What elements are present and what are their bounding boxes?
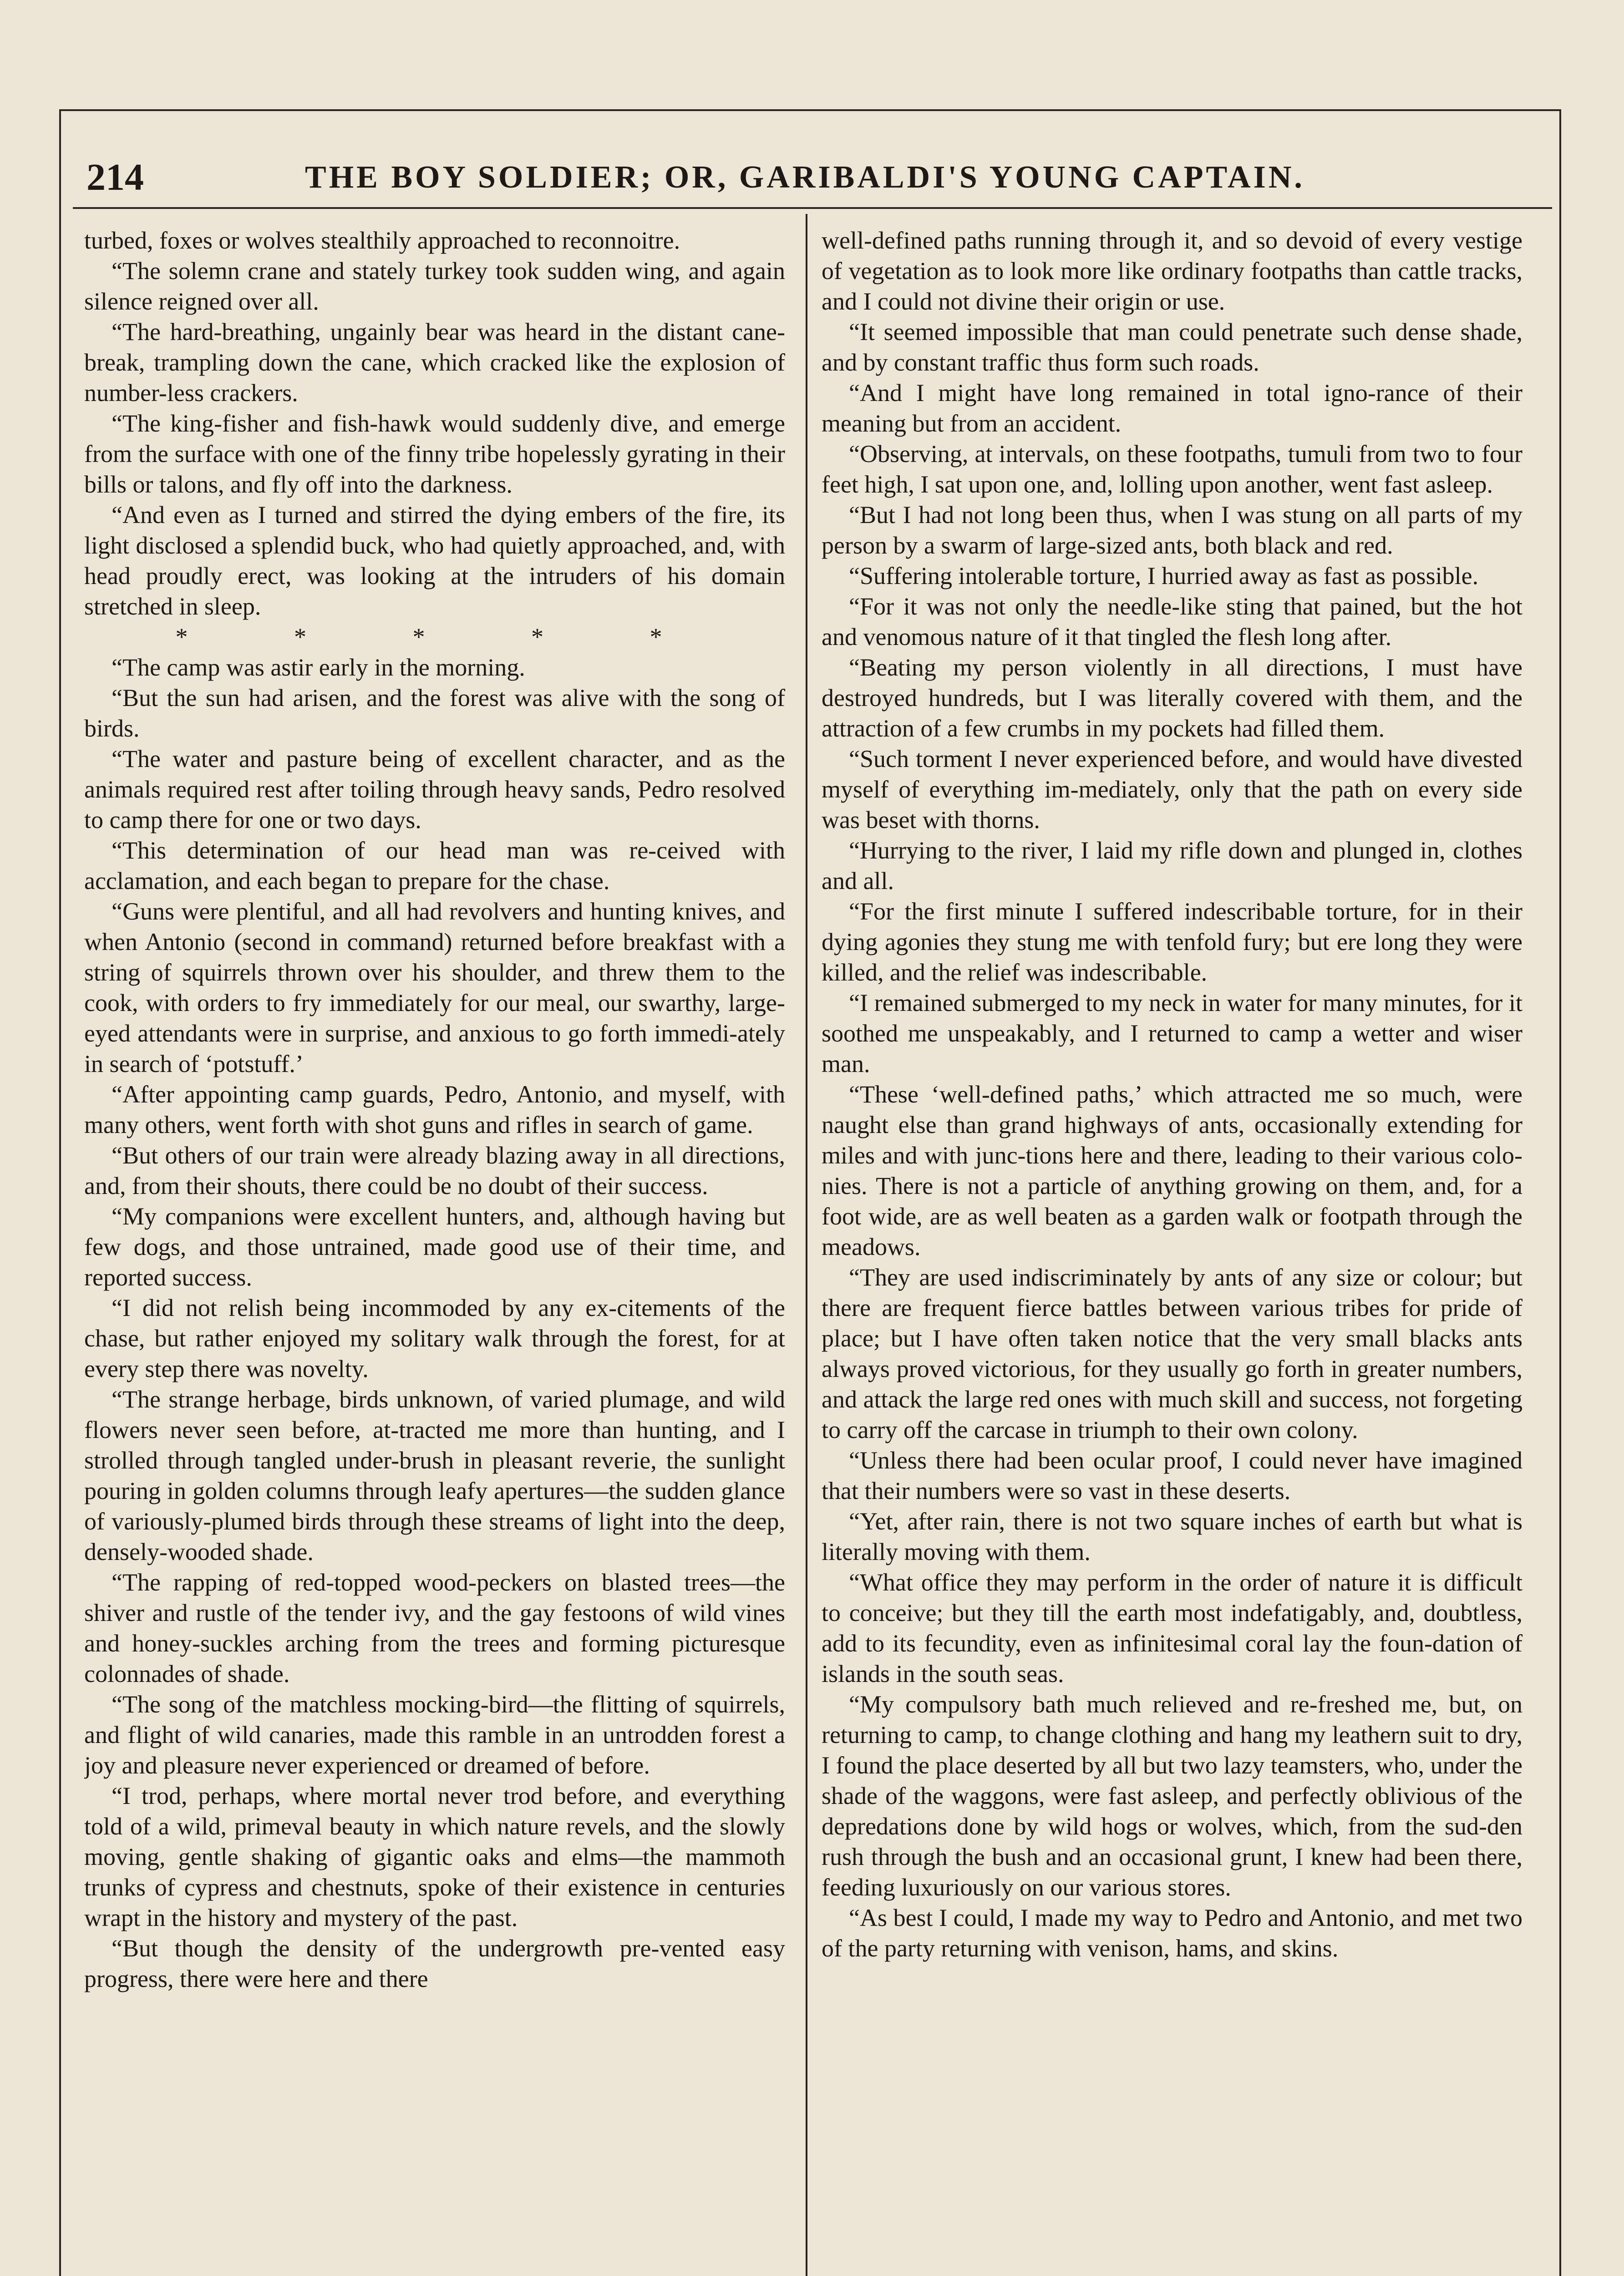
paragraph: “What office they may perform in the order of nature it is difficult to conceive; but they till the earth most indefatigably, and, doubtless, add to its fecundity, even as infinitesimal coral lay the foun-dation of islands in the south seas. xyxy=(822,1569,1522,1687)
column-divider xyxy=(806,214,807,2276)
paragraph: “It seemed impossible that man could penetrate such dense shade, and by constant traffic thus form such roads. xyxy=(822,318,1522,376)
paragraph: “And even as I turned and stirred the dying embers of the fire, its light disclosed a splendid buck, who had quietly approached, and, with head proudly erect, was looking at the intruders of his domain stretched in sleep. xyxy=(84,501,785,620)
paragraph: “The rapping of red-topped wood-peckers on blasted trees—the shiver and rustle of the tender ivy, and the gay festoons of wild vines and honey-suckles arching from the trees and forming picturesque colonnades of shade. xyxy=(84,1569,785,1687)
paragraph: “The king-fisher and fish-hawk would suddenly dive, and emerge from the surface with one of the finny tribe hopelessly gyrating in their bills or talons, and fly off into the darkness. xyxy=(84,410,785,498)
paragraph: “Such torment I never experienced before, and would have divested myself of everything im-mediately, only that the path on every side was beset with thorns. xyxy=(822,745,1522,833)
paragraph: “Suffering intolerable torture, I hurried away as fast as possible. xyxy=(849,562,1479,589)
paragraph: “Guns were plentiful, and all had revolvers and hunting knives, and when Antonio (second in command) returned before breakfast with a string of squirrels thrown over his shoulder, and threw them to the cook, with orders to fry immediately for our meal, our swarthy, large-eyed attendants were in surprise, and anxious to go forth immedi-ately in search of ‘potstuff.’ xyxy=(84,898,785,1077)
paragraph: “The strange herbage, birds unknown, of varied plumage, and wild flowers never seen before, at-tracted me more than hunting, and I strolled through tangled under-brush in pleasant reverie, the sunlight pouring in golden columns through leafy apertures—the sudden glance of variously-plumed birds through these streams of light into the deep, densely-wooded shade. xyxy=(84,1386,785,1565)
paragraph: “But I had not long been thus, when I was stung on all parts of my person by a swarm of large-sized ants, both black and red. xyxy=(822,501,1522,559)
paragraph: “The solemn crane and stately turkey took sudden wing, and again silence reigned over all. xyxy=(84,257,785,315)
paragraph: “They are used indiscriminately by ants of any size or colour; but there are frequent fierce battles between various tribes for pride of place; but I have often taken notice that the very small blacks ants always proved victorious, for they usually go forth in greater numbers, and attack the large red ones with much skill and success, not forgeting to carry off the carcase in triumph to their own colony. xyxy=(822,1264,1522,1443)
page-header xyxy=(86,150,1543,205)
paragraph: “These ‘well-defined paths,’ which attracted me so much, were naught else than grand highways of ants, occasionally extending for miles and with junc-tions here and there, leading to their various colo-nies. There is not a particle of anything growing on them, and, for a foot wide, are as well beaten as a garden walk or footpath through the meadows. xyxy=(822,1081,1522,1260)
paragraph: “Yet, after rain, there is not two square inches of earth but what is literally moving with them. xyxy=(822,1508,1522,1565)
paragraph: “I trod, perhaps, where mortal never trod before, and everything told of a wild, primeval beauty in which nature revels, and the slowly moving, gentle shaking of gigantic oaks and elms—the mammoth trunks of cypress and chestnuts, spoke of their existence in centuries wrapt in the history and mystery of the past. xyxy=(84,1782,785,1931)
paragraph: “I remained submerged to my neck in water for many minutes, for it soothed me unspeakably, and I returned to camp a wetter and wiser man. xyxy=(822,989,1522,1077)
running-title: THE BOY SOLDIER; OR, GARIBALDI'S YOUNG CAPTAIN. xyxy=(305,160,1305,195)
paragraph: “And I might have long remained in total igno-rance of their meaning but from an accident. xyxy=(822,379,1522,437)
paragraph: “As best I could, I made my way to Pedro and Antonio, and met two of the party returning with venison, hams, and skins. xyxy=(822,1904,1522,1962)
header-rule xyxy=(73,207,1552,209)
paragraph: turbed, foxes or wolves stealthily approached to reconnoitre. xyxy=(84,227,680,254)
paragraph: “My compulsory bath much relieved and re-freshed me, but, on returning to camp, to change clothing and hang my leathern suit to dry, I found the place deserted by all but two lazy teamsters, who, under the shade of the waggons, were fast asleep, and perfectly oblivious of the depredations done by wild hogs or wolves, which, from the sud-den rush through the bush and an occasional grunt, I knew had been there, feeding luxuriously on our various stores. xyxy=(822,1691,1522,1901)
paragraph: “Observing, at intervals, on these footpaths, tumuli from two to four feet high, I sat upon one, and, lolling upon another, went fast asleep. xyxy=(822,440,1522,498)
paragraph: “For it was not only the needle-like sting that pained, but the hot and venomous nature of it that tingled the flesh long after. xyxy=(822,593,1522,650)
paragraph: “But others of our train were already blazing away in all directions, and, from their shouts, there could be no doubt of their success. xyxy=(84,1142,785,1199)
paragraph: “Unless there had been ocular proof, I could never have imagined that their numbers were so vast in these deserts. xyxy=(822,1447,1522,1504)
paragraph: “But the sun had arisen, and the forest was alive with the song of birds. xyxy=(84,684,785,742)
paragraph: “The water and pasture being of excellent character, and as the animals required rest after toiling through heavy sands, Pedro resolved to camp there for one or two days. xyxy=(84,745,785,833)
paragraph: “The song of the matchless mocking-bird—the flitting of squirrels, and flight of wild canaries, made this ramble in an untrodden forest a joy and pleasure never experienced or dreamed of before. xyxy=(84,1691,785,1779)
right-column xyxy=(822,225,1522,2276)
paragraph: “I did not relish being incommoded by any ex-citements of the chase, but rather enjoyed my solitary walk through the forest, for at every step there was novelty. xyxy=(84,1294,785,1382)
paragraph: “The hard-breathing, ungainly bear was heard in the distant cane-break, trampling down the cane, which cracked like the explosion of number-less crackers. xyxy=(84,318,785,406)
left-column xyxy=(84,225,785,2276)
paragraph: “My companions were excellent hunters, and, although having but few dogs, and those untrained, made good use of their time, and reported success. xyxy=(84,1203,785,1291)
paragraph: “After appointing camp guards, Pedro, Antonio, and myself, with many others, went forth with shot guns and rifles in search of game. xyxy=(84,1081,785,1138)
paragraph: “Hurrying to the river, I laid my rifle down and plunged in, clothes and all. xyxy=(822,837,1522,894)
paragraph: “But though the density of the undergrowth pre-vented easy progress, there were here and there xyxy=(84,1935,785,1992)
paragraph: “Beating my person violently in all directions, I must have destroyed hundreds, but I was literally covered with them, and the attraction of a few crumbs in my pockets had filled them. xyxy=(822,654,1522,742)
section-break-asterisks: * * * * * xyxy=(175,623,712,650)
paragraph: “This determination of our head man was re-ceived with acclamation, and each began to prepare for the chase. xyxy=(84,837,785,894)
page-number: 214 xyxy=(86,156,144,198)
paragraph: “For the first minute I suffered indescribable torture, for in their dying agonies they stung me with tenfold fury; but ere long they were killed, and the relief was indescribable. xyxy=(822,898,1522,986)
paragraph: “The camp was astir early in the morning. xyxy=(112,654,525,681)
paragraph: well-defined paths running through it, and so devoid of every vestige of vegetation as to look more like ordinary footpaths than cattle tracks, and I could not divine their origin or use. xyxy=(822,227,1522,315)
